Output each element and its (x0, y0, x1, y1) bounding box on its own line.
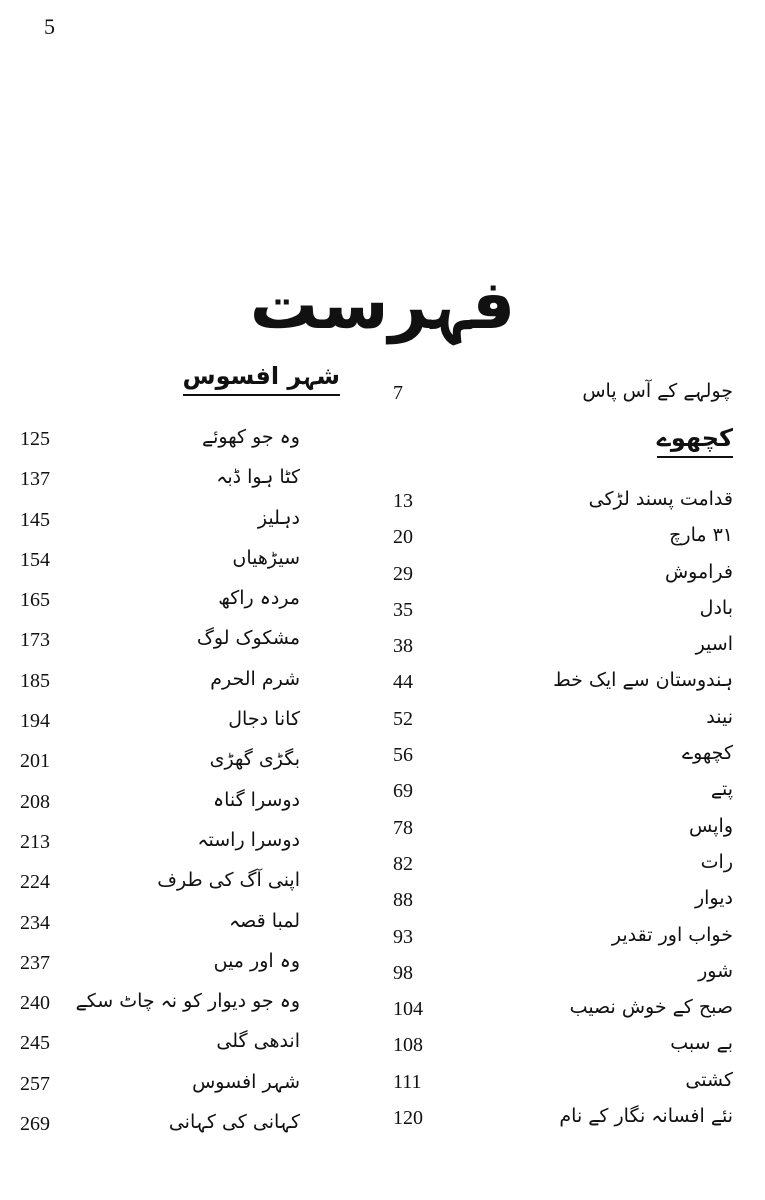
toc-entry-title: پتے (710, 778, 733, 801)
toc-entry (20, 627, 300, 667)
section-heading: شہر افسوس (183, 362, 340, 396)
toc-entry-page: 88 (393, 889, 413, 912)
toc-entry (393, 815, 733, 851)
toc-entry (20, 506, 300, 547)
toc-entry-page: 208 (20, 790, 50, 813)
toc-entry-title: کشتی (685, 1068, 733, 1091)
toc-entry (393, 887, 733, 923)
toc-entry (20, 587, 300, 627)
toc-entry-title: نیند (706, 705, 733, 728)
toc-entry (393, 742, 733, 778)
toc-entry-title: کچھوے (681, 742, 733, 765)
toc-entry-title: دوسرا راستہ (197, 828, 300, 851)
toc-entry (20, 667, 300, 708)
toc-entry (393, 996, 733, 1032)
toc-entry-title: واپس (689, 814, 733, 837)
toc-entry (20, 748, 300, 788)
toc-entry (393, 960, 733, 996)
toc-entry-title: دہلیز (257, 506, 300, 529)
toc-entry-title: نئے افسانہ نگار کے نام (559, 1105, 733, 1128)
toc-entry-page: 245 (20, 1032, 50, 1055)
toc-entry (393, 851, 733, 887)
toc-entry-page: 165 (20, 589, 50, 612)
toc-entry-title: چولہے کے آس پاس (582, 380, 733, 402)
toc-entry-title: وہ جو کھوئے (202, 426, 300, 448)
page-title: فہرست (249, 266, 516, 345)
toc-entry-page: 20 (393, 526, 413, 549)
toc-entry (20, 546, 300, 587)
toc-entry-page: 201 (20, 750, 50, 773)
toc-entry (20, 426, 300, 466)
toc-entry-title: شرم الحرم (210, 667, 300, 690)
toc-entry-title: قدامت پسند لڑکی (588, 488, 733, 510)
toc-entry-title: بے سبب (670, 1032, 733, 1055)
toc-entry-title: مشکوک لوگ (196, 627, 300, 650)
toc-entry-page: 56 (393, 744, 413, 767)
toc-entry-title: خواب اور تقدیر (611, 923, 733, 946)
toc-entry-page: 13 (393, 490, 413, 512)
section-heading: کچھوے (657, 424, 733, 458)
toc-entry-title: صبح کے خوش نصیب (569, 996, 733, 1019)
toc-entry-page: 82 (393, 852, 413, 875)
toc-entry-title: بادل (699, 596, 733, 619)
toc-entry-page: 52 (393, 707, 413, 730)
toc-entry-title: کٹا ہوا ڈبہ (216, 466, 300, 489)
toc-entry-page: 269 (20, 1113, 50, 1136)
toc-entry (20, 1030, 300, 1070)
toc-entry (20, 909, 300, 950)
section-heading-wrap (393, 424, 733, 488)
toc-entry-title: کہانی کی کہانی (168, 1111, 300, 1134)
toc-entry (393, 778, 733, 814)
toc-entry (20, 869, 300, 909)
toc-entry-title: ۳۱ مارچ (669, 524, 733, 547)
toc-entry-title: اپنی آگ کی طرف (157, 869, 300, 892)
toc-entry (20, 949, 300, 990)
toc-entry-title: شور (698, 959, 733, 982)
toc-entry-page: 104 (393, 998, 423, 1021)
toc-entry-page: 137 (20, 468, 50, 491)
toc-entry-page: 35 (393, 598, 413, 621)
toc-entry-title: فراموش (664, 560, 733, 583)
toc-entry-page: 154 (20, 548, 50, 571)
toc-entry-page: 234 (20, 911, 50, 934)
toc-entry-title: شہر افسوس (192, 1070, 300, 1093)
toc-entry-page: 44 (393, 671, 413, 694)
toc-entry-page: 108 (393, 1034, 423, 1057)
section-heading-wrap (40, 362, 340, 426)
toc-entry-page: 69 (393, 780, 413, 803)
toc-entry-title: ہندوستان سے ایک خط (553, 669, 733, 692)
toc-entry (393, 669, 733, 705)
toc-entry-page: 145 (20, 508, 50, 531)
toc-entry-page: 120 (393, 1107, 423, 1130)
toc-entry-title: رات (700, 850, 733, 873)
toc-entry (393, 597, 733, 633)
toc-entry-page: 93 (393, 925, 413, 948)
toc-entry (20, 708, 300, 748)
toc-entry (393, 561, 733, 597)
toc-entry-page: 185 (20, 669, 50, 692)
toc-entry (393, 924, 733, 960)
toc-entry (393, 1032, 733, 1068)
toc-entry-page: 194 (20, 710, 50, 733)
toc-entry-title: دوسرا گناہ (212, 788, 300, 811)
toc-entry-page: 125 (20, 428, 50, 450)
toc-entry (393, 1069, 733, 1105)
toc-entry-page: 38 (393, 635, 413, 658)
toc-entry-page: 29 (393, 562, 413, 585)
toc-entry-page: 173 (20, 629, 50, 652)
toc-entry-page: 7 (393, 382, 403, 404)
toc-list (20, 426, 340, 1151)
toc-entry-title: لمبا قصہ (228, 909, 300, 932)
toc-entry (393, 633, 733, 669)
toc-entry-title: اندھی گلی (216, 1030, 300, 1053)
toc-entry-page: 111 (393, 1070, 422, 1093)
toc-entry-page: 224 (20, 871, 50, 894)
toc-entry-title: اسیر (695, 633, 733, 656)
toc-entry-title: سیڑھیاں (232, 546, 300, 569)
toc-entry-title: بگڑی گھڑی (209, 748, 300, 771)
toc-entry-page: 257 (20, 1072, 50, 1095)
toc-entry (20, 788, 300, 829)
toc-column-left (20, 362, 340, 1151)
toc-entry-title: کانا دجال (228, 708, 300, 731)
toc-entry (20, 1111, 300, 1151)
toc-entry-page: 213 (20, 830, 50, 853)
toc-entry (393, 380, 733, 424)
toc-entry-title: وہ اور میں (213, 949, 300, 972)
toc-list (393, 488, 733, 1141)
page-number: 5 (44, 14, 55, 39)
toc-entry (393, 524, 733, 560)
toc-column-right (393, 380, 733, 1141)
toc-entry-title: وہ جو دیوار کو نہ چاٹ سکے (75, 990, 300, 1013)
toc-entry (20, 828, 300, 869)
toc-entry-page: 240 (20, 992, 50, 1015)
toc-entry-page: 237 (20, 951, 50, 974)
toc-entry (20, 466, 300, 506)
toc-entry (20, 1070, 300, 1111)
toc-entry-title: دیوار (694, 887, 733, 910)
toc-entry-page: 98 (393, 961, 413, 984)
toc-entry (393, 706, 733, 742)
toc-entry (20, 990, 300, 1030)
toc-entry (393, 488, 733, 524)
toc-entry-title: مردہ راکھ (218, 587, 300, 610)
toc-entry (393, 1105, 733, 1141)
toc-entry-page: 78 (393, 816, 413, 839)
